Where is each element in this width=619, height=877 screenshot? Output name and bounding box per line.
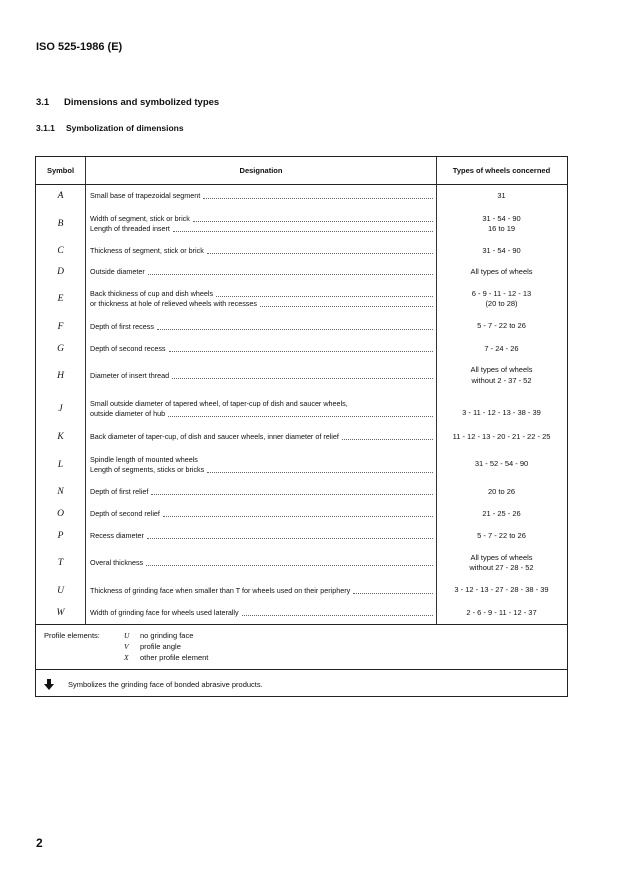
designation-line — [90, 224, 433, 234]
types-line: 16 to 19 — [487, 224, 516, 233]
designation-text: Thickness of segment, stick or brick — [90, 246, 204, 255]
symbol-cell: P — [57, 531, 64, 541]
dot-leader — [148, 267, 433, 275]
table-row — [36, 547, 567, 579]
table-row — [36, 579, 567, 602]
dot-leader — [353, 586, 433, 594]
subsection-title: Symbolization of dimensions — [66, 123, 184, 133]
dot-leader — [242, 608, 433, 616]
types-line: without 2 - 37 - 52 — [471, 375, 532, 385]
symbol-cell: A — [57, 191, 64, 201]
symbolization-table — [35, 156, 568, 697]
dot-leader — [216, 289, 433, 297]
document-id: ISO 525-1986 (E) — [36, 41, 123, 53]
designation-text: outside diameter of hub — [90, 408, 166, 418]
designation-text: Small base of trapezoidal segment — [90, 191, 201, 200]
types-cell — [436, 525, 567, 547]
designation-cell — [90, 547, 433, 579]
types-line: 11 - 12 - 13 - 20 - 21 - 22 - 25 — [452, 431, 551, 441]
types-cell — [436, 241, 567, 261]
dot-leader — [260, 299, 433, 307]
designation-line — [90, 432, 433, 442]
types-line: 31 - 54 - 90 — [482, 245, 521, 255]
table-row — [36, 241, 567, 261]
designation-cell — [90, 579, 433, 602]
divider — [36, 669, 567, 670]
designation-cell — [90, 338, 433, 360]
dot-leader — [168, 409, 433, 417]
designation-line — [90, 455, 433, 465]
designation-line — [90, 558, 433, 568]
dot-leader — [151, 487, 433, 495]
designation-text: Outside diameter — [90, 267, 145, 276]
types-cell — [436, 338, 567, 360]
symbol-cell: H — [57, 370, 64, 381]
types-line: 5 - 7 - 22 to 26 — [477, 321, 526, 331]
types-line: 20 to 26 — [487, 486, 516, 496]
section-number: 3.1 — [36, 97, 50, 108]
designation-line — [90, 191, 433, 201]
symbol-cell: J — [58, 403, 63, 414]
designation-text: Diameter of insert thread — [90, 370, 170, 380]
designation-cell — [90, 283, 433, 315]
symbol-cell: N — [57, 487, 64, 497]
designation-text: Length of segments, sticks or bricks — [90, 464, 205, 474]
section-heading — [36, 97, 219, 108]
column-header-types: Types of wheels concerned — [452, 165, 551, 175]
column-header-designation: Designation — [239, 165, 283, 175]
symbol-cell: T — [57, 558, 64, 568]
designation-line — [90, 509, 433, 519]
section-title: Dimensions and symbolized types — [64, 97, 220, 108]
designation-line — [90, 409, 433, 419]
designation-cell — [90, 391, 433, 426]
symbol-cell: K — [57, 432, 64, 442]
types-cell — [436, 579, 567, 602]
designation-cell — [90, 315, 433, 338]
types-cell — [436, 207, 567, 241]
designation-cell — [90, 261, 433, 283]
types-cell — [436, 547, 567, 579]
types-line: All types of wheels — [470, 552, 533, 562]
designation-cell — [90, 448, 433, 481]
dot-leader — [147, 531, 433, 539]
dot-leader — [157, 322, 433, 330]
dot-leader — [163, 509, 433, 517]
types-cell — [436, 261, 567, 283]
types-line: 2 - 6 - 9 - 11 - 12 - 37 — [466, 607, 537, 617]
designation-line — [90, 371, 433, 381]
table-row — [36, 426, 567, 448]
types-line: 31 — [497, 190, 506, 200]
designation-cell — [90, 503, 433, 525]
designation-text: Back thickness of cup and dish wheels — [90, 289, 214, 298]
types-cell — [436, 360, 567, 391]
profile-label: Profile elements: — [44, 631, 100, 640]
designation-cell — [90, 207, 433, 241]
table-row — [36, 315, 567, 338]
dot-leader — [173, 224, 433, 232]
types-line: 7 - 24 - 26 — [484, 343, 519, 353]
table-row — [36, 338, 567, 360]
types-line: 31 - 52 - 54 - 90 — [474, 459, 529, 469]
types-line: 5 - 7 - 22 to 26 — [477, 530, 526, 540]
dot-leader — [342, 432, 433, 440]
symbol-cell: F — [57, 321, 64, 332]
symbol-cell: L — [57, 459, 64, 470]
grinding-face-arrow-icon — [44, 679, 54, 690]
designation-cell — [90, 426, 433, 448]
designation-text: Small outside diameter of tapered wheel, of taper-cup of dish and saucer wheels, — [90, 398, 348, 408]
designation-text: Width of grinding face for wheels used laterally — [90, 608, 239, 617]
designation-cell — [90, 360, 433, 391]
table-row — [36, 360, 567, 391]
designation-cell — [90, 481, 433, 503]
symbol-cell: B — [57, 219, 64, 229]
types-line: 3 - 11 - 12 - 13 - 38 - 39 — [462, 408, 541, 418]
types-line: 6 - 9 - 11 - 12 - 13 — [471, 288, 532, 298]
designation-line — [90, 399, 433, 409]
subsection-number: 3.1.1 — [36, 123, 55, 133]
profile-text: other profile element — [140, 653, 209, 662]
table-row — [36, 283, 567, 315]
symbol-cell: W — [56, 608, 65, 618]
types-line: (20 to 28) — [485, 299, 518, 308]
table-row — [36, 207, 567, 241]
designation-line — [90, 246, 433, 256]
dot-leader — [172, 371, 433, 379]
profile-text: profile angle — [140, 642, 181, 651]
symbol-cell: G — [57, 344, 64, 354]
profile-text: no grinding face — [140, 631, 194, 640]
table-row — [36, 391, 567, 426]
designation-line — [90, 344, 433, 354]
profile-item — [124, 652, 524, 663]
dot-leader — [207, 465, 433, 473]
types-cell — [436, 315, 567, 338]
dot-leader — [193, 214, 433, 222]
subsection-heading — [36, 123, 184, 133]
types-line: 3 - 12 - 13 - 27 - 28 - 38 - 39 — [454, 585, 549, 595]
table-row — [36, 503, 567, 525]
designation-line — [90, 214, 433, 224]
types-cell — [436, 426, 567, 448]
designation-line — [90, 487, 433, 497]
types-line: All types of wheels — [470, 266, 533, 276]
types-cell — [436, 283, 567, 315]
table-row — [36, 481, 567, 503]
symbol-cell: U — [57, 585, 64, 596]
table-row — [36, 448, 567, 481]
dot-leader — [207, 246, 433, 254]
designation-line — [90, 289, 433, 299]
types-cell — [436, 602, 567, 624]
designation-line — [90, 531, 433, 541]
types-line: 31 - 54 - 90 — [482, 213, 521, 223]
profile-item — [124, 641, 524, 652]
designation-line — [90, 299, 433, 309]
table-row — [36, 525, 567, 547]
page-number: 2 — [36, 836, 43, 850]
designation-cell — [90, 185, 433, 207]
designation-text: Depth of first relief — [90, 487, 149, 496]
dot-leader — [146, 558, 433, 566]
types-cell — [436, 185, 567, 207]
types-cell — [436, 481, 567, 503]
designation-text: Overal thickness — [90, 558, 144, 567]
designation-text: Back diameter of taper-cup, of dish and saucer wheels, inner diameter of relief — [90, 432, 339, 441]
designation-text: Depth of second recess — [90, 344, 166, 353]
table-row — [36, 185, 567, 207]
footnote-text: Symbolizes the grinding face of bonded abrasive products. — [68, 680, 263, 689]
designation-text: Width of segment, stick or brick — [90, 214, 190, 223]
types-line: 21 - 25 - 26 — [482, 508, 521, 518]
table-row — [36, 261, 567, 283]
profile-symbol: X — [124, 653, 129, 662]
designation-cell — [90, 602, 433, 624]
designation-text: or thickness at hole of relieved wheels with recesses — [90, 299, 257, 308]
designation-text: Recess diameter — [90, 531, 144, 540]
designation-text: Spindle length of mounted wheels — [90, 454, 198, 464]
table-row — [36, 602, 567, 624]
designation-text: Depth of second relief — [90, 509, 160, 518]
designation-text: Depth of first recess — [90, 321, 154, 331]
designation-line — [90, 322, 433, 332]
dot-leader — [203, 191, 433, 199]
types-cell — [436, 391, 567, 426]
designation-line — [90, 267, 433, 277]
designation-line — [90, 465, 433, 475]
types-line: All types of wheels — [470, 365, 533, 374]
designation-cell — [90, 241, 433, 261]
profile-symbol: U — [124, 631, 130, 640]
designation-text: Length of threaded insert — [90, 224, 170, 233]
profile-symbol: V — [124, 642, 129, 651]
designation-line — [90, 608, 433, 618]
divider — [36, 624, 567, 625]
types-cell — [436, 503, 567, 525]
footnote — [44, 679, 263, 690]
symbol-cell: C — [57, 246, 64, 256]
types-cell — [436, 448, 567, 481]
designation-text: Thickness of grinding face when smaller than T for wheels used on their periphery — [90, 585, 351, 595]
types-line: without 27 - 28 - 52 — [469, 563, 534, 572]
profile-item — [124, 630, 524, 641]
dot-leader — [169, 344, 433, 352]
column-header-symbol: Symbol — [46, 165, 75, 175]
designation-cell — [90, 525, 433, 547]
symbol-cell: O — [57, 509, 64, 519]
designation-line — [90, 586, 433, 596]
symbol-cell: D — [57, 267, 64, 277]
symbol-cell: E — [57, 294, 64, 304]
